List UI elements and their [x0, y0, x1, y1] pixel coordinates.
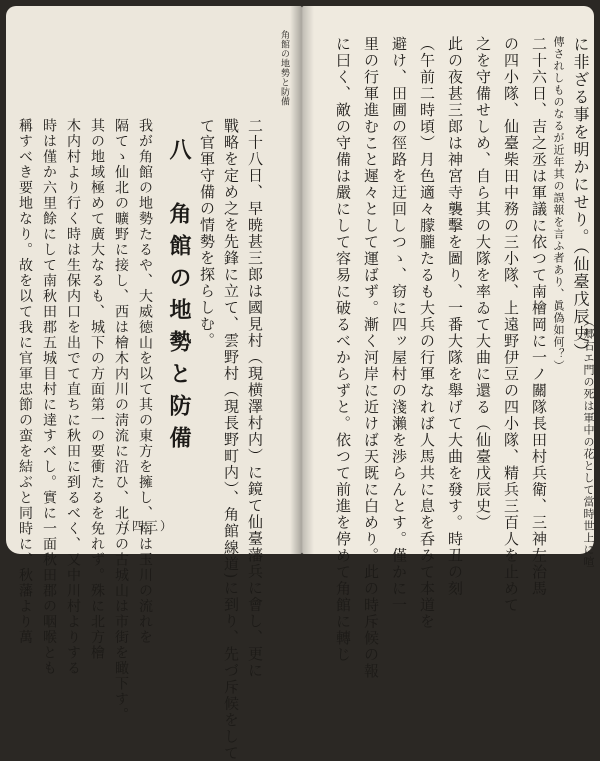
right-line-6: （午前二時頃）月色適々朦朧たるも大兵の行軍なれば人馬共に息を呑みて本道を	[418, 36, 436, 630]
right-line-9: に曰く、敵の守備は嚴にして容易に破るべからずと。依つて前進を停めて角館に轉じ	[334, 36, 352, 663]
right-line-3: の四小隊、仙臺柴田中務の三小隊、上遠野伊豆の四小隊、精兵三百人を止めて	[502, 36, 520, 614]
left-line-6: 其の地域極めて廣大なるも、城下の方面第一の要衝たるを免れず。殊に北方檜	[89, 118, 105, 661]
right-line-2: 二十六日、吉之丞は軍議に依つて南檜岡に一ノ關隊長田村兵衛、三神左治馬	[530, 36, 548, 597]
section-title: 八 角館の地勢と防備	[166, 138, 192, 458]
right-note-bottom: （郷右エ門の死は軍中の花として當時世上に喧	[582, 316, 595, 568]
left-line-3: て官軍守備の情勢を探らしむ。	[198, 118, 216, 349]
left-line-9: 稱すべき要地なり。故を以て我に官軍忠節の蛮を結ぶと同時に、秋藩より萬	[17, 118, 33, 645]
left-line-4: 我が角館の地勢たるや、大威徳山を以て其の東方を擁し、南は玉川の流れを	[137, 118, 153, 645]
right-page	[302, 6, 595, 680]
left-line-1: 二十八日、早暁甚三郎は國見村（現横澤村内）に鏡て仙臺藩兵に會し、更に	[246, 118, 264, 679]
left-page	[6, 6, 302, 761]
left-line-5: 隔てゝ仙北の曠野に接し、西は檜木内川の淸流に沿ひ、北方の古城山は市街を瞰下す。	[113, 118, 129, 723]
right-line-5: 此の夜甚三郎は神宮寺襲擊を圖り、一番大隊を舉げて大曲を發す。時丑の刻	[446, 36, 464, 597]
left-line-8: 時は僅か六里餘にして南秋田郡五城目村に達すべし。實に一面秋田郡の咽喉とも	[41, 118, 57, 676]
left-line-2: 戰略を定め之を先鋒に立て、雲野村（現長野町内）、角館線道)に到り、先づ斥候をして	[222, 118, 240, 761]
right-line-1: に非ざる事を明かにせり。（仙臺戊辰史）	[571, 36, 590, 361]
running-header: 角館の地勢と防備	[279, 30, 289, 106]
page-number: （四三）	[118, 519, 175, 533]
right-line-4: 之を守備せしめ、自ら其の大隊を率ゐて大曲に還る（仙臺戊辰史）	[474, 36, 492, 531]
right-line-8: 里の行軍進むこと遲々として運ばず。漸く河岸に近けば天既に白めり。此の時斥候の報	[362, 36, 380, 680]
right-note-top: 傳されしものなるが近年其の誤報を言ふ者あり、眞偽如何？）	[552, 36, 565, 372]
left-line-7: 木内村より行く時は生保内口を出でて直ちに秋田に到るべく、又中川村よりする	[65, 118, 81, 676]
right-line-7: 避け、田圃の徑路を迂回しつゝ、窃に四ッ屋村の淺瀨を渉らんとす。僅かに一	[390, 36, 408, 614]
